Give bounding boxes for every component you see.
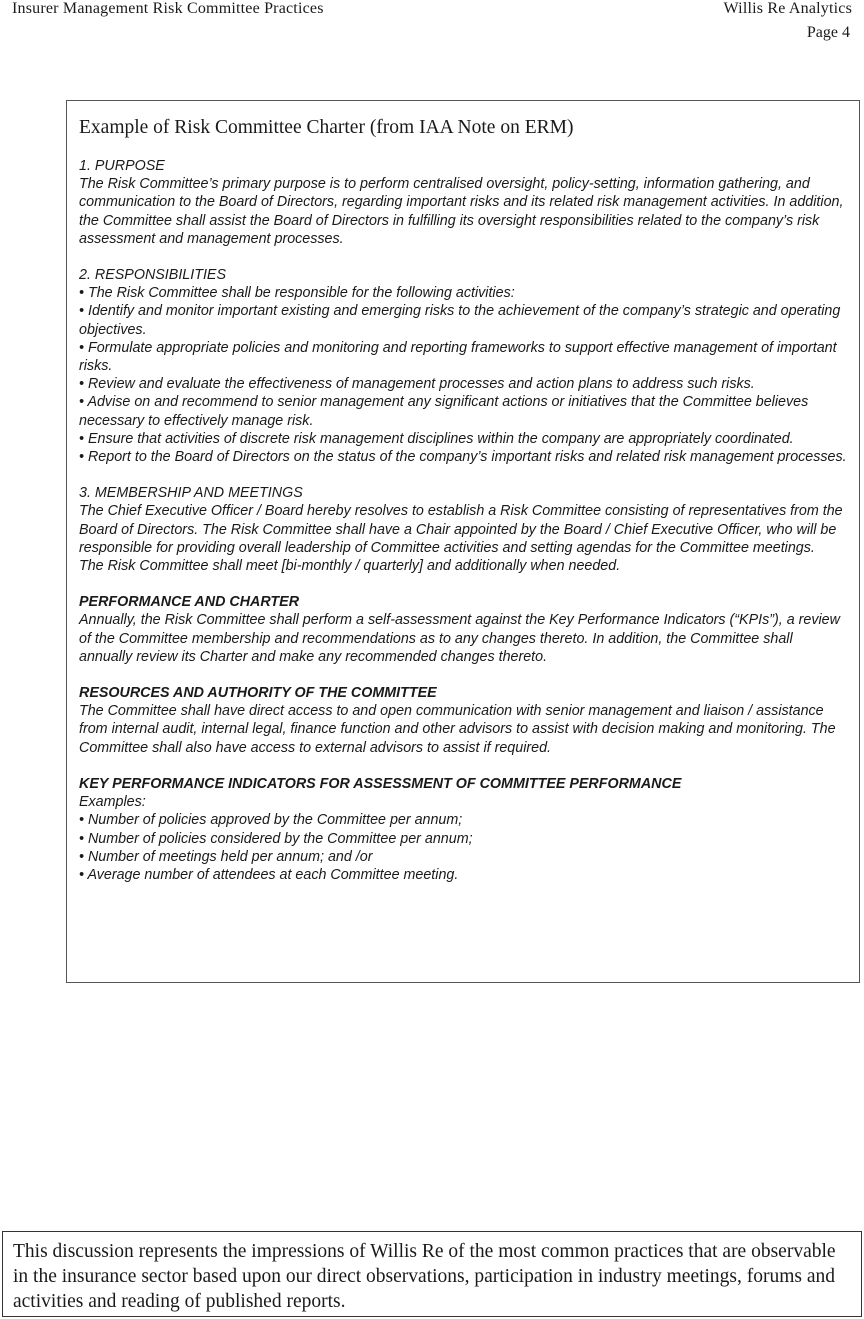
resources-heading: RESOURCES AND AUTHORITY OF THE COMMITTEE [79,685,437,702]
header-left-title: Insurer Management Risk Committee Practices [12,0,324,17]
membership-text: The Chief Executive Officer / Board hereby resolves to establish a Risk Committee consisting of representatives from the Board of Directors. The Risk Committee shall have a Chair appointed by the Board / Chief Executive Officer, who will be responsible for providing overall leadership of Committee activities and setting agendas for the Committee meetings. [79,503,843,556]
membership-section [79,484,847,575]
purpose-text: The Risk Committee’s primary purpose is to perform centralised oversight, policy-setting, information gathering, and communication to the Board of Directors, regarding important risks and its related risk management activities. In addition, the Committee shall assist the Board of Directors in fulfilling its oversight responsibilities related to the company’s risk assessment and management processes. [79,176,844,247]
kpi-intro: Examples: [79,794,146,811]
disclaimer-box [2,1231,862,1317]
purpose-heading: 1. PURPOSE [79,158,165,174]
resources-section [79,684,847,757]
performance-heading: PERFORMANCE AND CHARTER [79,594,300,611]
performance-section [79,593,847,666]
kpi-item: • Number of policies considered by the Committee per annum; [79,830,473,847]
kpi-item: • Number of policies approved by the Committee per annum; [79,812,463,829]
performance-text: Annually, the Risk Committee shall perform a self-assessment against the Key Performance Indicators (“KPIs”), a review of the Committee membership and recommendations as to any changes thereto. In addition, the Committee shall annually review its Charter and make any recommended changes thereto. [79,612,840,665]
resources-text: The Committee shall have direct access to and open communication with senior management and liaison / assistance from internal audit, internal legal, finance function and other advisors to assist with decision making and monitoring. The Committee shall also have access to external advisors to assist if required. [79,703,836,756]
responsibility-item: • Review and evaluate the effectiveness of management processes and action plans to address such risks. [79,376,755,393]
responsibility-item: • Formulate appropriate policies and monitoring and reporting frameworks to support effective management of important risks. [79,339,837,375]
membership-heading: 3. MEMBERSHIP AND MEETINGS [79,485,303,502]
kpi-item: • Number of meetings held per annum; and /or [79,848,373,865]
page-number: Page 4 [806,24,850,41]
kpi-item: • Average number of attendees at each Committee meeting. [79,866,459,883]
disclaimer-text: This discussion represents the impressions of Willis Re of the most common practices that are observable in the insurance sector based upon our direct observations, participation in industry meetings, forums and activities and reading of published reports. [13,1241,836,1312]
kpi-section [79,775,847,884]
responsibilities-heading: 2. RESPONSIBILITIES [79,267,226,284]
charter-title: Example of Risk Committee Charter (from IAA Note on ERM) [79,117,574,138]
purpose-section [79,157,847,248]
membership-meetings-text: The Risk Committee shall meet [bi-monthly / quarterly] and additionally when needed. [79,558,621,575]
header-right-title: Willis Re Analytics [723,0,852,17]
responsibility-item: • Report to the Board of Directors on the status of the company’s important risks and related risk management processes. [79,449,847,466]
responsibility-item: • The Risk Committee shall be responsible for the following activities: [79,285,515,302]
responsibility-item: • Advise on and recommend to senior management any significant actions or initiatives that the Committee believes necessary to effectively manage risk. [79,394,809,429]
responsibility-item: • Ensure that activities of discrete risk management disciplines within the company are appropriately coordinated. [79,430,794,447]
responsibility-item: • Identify and monitor important existing and emerging risks to the achievement of the company’s strategic and operating objectives. [79,303,841,338]
kpi-heading: KEY PERFORMANCE INDICATORS FOR ASSESSMENT OF COMMITTEE PERFORMANCE [79,775,682,792]
charter-box [66,100,860,983]
responsibilities-section [79,266,847,466]
